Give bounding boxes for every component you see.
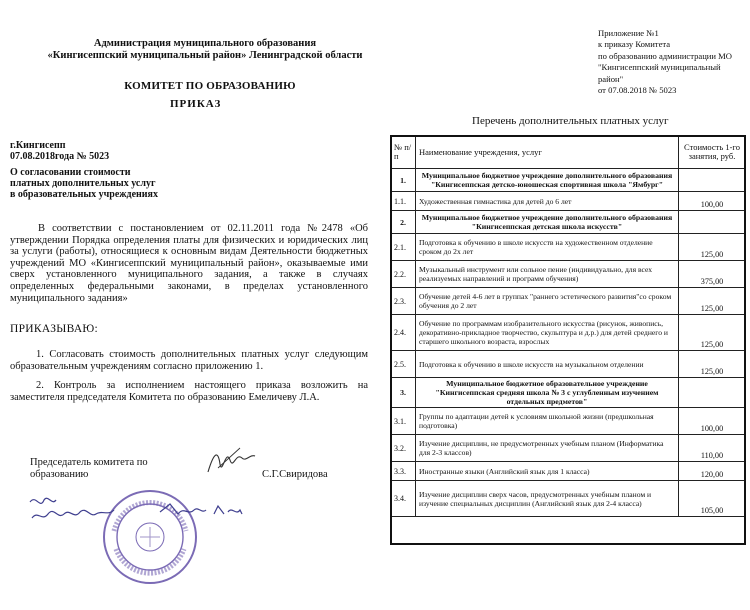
service-row <box>391 315 746 351</box>
service-row <box>391 462 746 481</box>
service-row <box>391 192 746 211</box>
cell-price <box>679 211 746 234</box>
cell-name: Подготовка к обучению в школе искусств на художественном отделение сроком до 2х лет <box>416 234 679 261</box>
signatory-title <box>30 457 190 481</box>
cell-price: 120,00 <box>679 462 746 481</box>
service-row <box>391 435 746 462</box>
subject-line-1: О согласовании стоимости <box>10 167 131 178</box>
cell-price: 125,00 <box>679 234 746 261</box>
cell-num: 2. <box>391 211 416 234</box>
appendix-header <box>598 28 746 96</box>
header-num: № п/п <box>391 136 416 169</box>
signatory-title-line-2: образованию <box>30 469 89 480</box>
table-header-row <box>391 136 746 169</box>
cell-num: 3. <box>391 378 416 408</box>
cell-name: Муниципальное бюджетное учреждение дополнительного образования "Кингисеппская детская школа искусств" <box>416 211 679 234</box>
cell-name: Группы по адаптации детей к условиям школьной жизни (предшкольная подготовка) <box>416 408 679 435</box>
cell-num: 2.1. <box>391 234 416 261</box>
signatory-name: С.Г.Свиридова <box>262 469 328 480</box>
service-row <box>391 481 746 517</box>
cell-num: 1.1. <box>391 192 416 211</box>
cell-name: Обучение по программам изобразительного искусства (рисунок, живопись, декоративно-прикладное творчество, скульптура и д.р.) для детей среднего и старшего школьного возраста, взрослых <box>416 315 679 351</box>
cell-price: 125,00 <box>679 288 746 315</box>
service-row <box>391 261 746 288</box>
cell-name: Художественная гимнастика для детей до 6 лет <box>416 192 679 211</box>
cell-num: 2.2. <box>391 261 416 288</box>
place-date-block <box>10 140 109 162</box>
service-row <box>391 408 746 435</box>
service-row <box>391 351 746 378</box>
cell-price: 375,00 <box>679 261 746 288</box>
cell-price: 125,00 <box>679 315 746 351</box>
cell-name: Муниципальное бюджетное учреждение дополнительного образования "Кингисеппская детско-юношеская спортивная школа "Ямбург" <box>416 169 679 192</box>
place: г.Кингисепп <box>10 140 66 151</box>
cell-price: 100,00 <box>679 408 746 435</box>
signature-icon <box>200 442 260 482</box>
signatory-title-line-1: Председатель комитета по <box>30 457 148 468</box>
cell-price <box>679 169 746 192</box>
appendix-line-4: "Кингисеппский муниципальный район" <box>598 62 721 84</box>
header-price: Стоимость 1-го занятия, руб. <box>679 136 746 169</box>
institution-row <box>391 378 746 408</box>
cell-num: 2.5. <box>391 351 416 378</box>
cell-num: 2.3. <box>391 288 416 315</box>
issuer-header <box>40 38 370 62</box>
cell-price: 100,00 <box>679 192 746 211</box>
appendix-line-1: Приложение №1 <box>598 28 659 38</box>
cell-num: 3.2. <box>391 435 416 462</box>
date-number: 07.08.2018года № 5023 <box>10 151 110 162</box>
cell-num: 2.4. <box>391 315 416 351</box>
list-title: Перечень дополнительных платных услуг <box>472 115 669 127</box>
cell-num: 3.1. <box>391 408 416 435</box>
appendix-line-5: от 07.08.2018 № 5023 <box>598 85 677 96</box>
cell-name: Музыкальный инструмент или сольное пение (индивидуально, для всех реализуемых направлений и программ обучения) <box>416 261 679 288</box>
appendix-line-3: по образованию администрации МО <box>598 50 732 61</box>
service-row <box>391 288 746 315</box>
order-item-1: 1. Согласовать стоимость дополнительных платных услуг следующим образовательным учреждениям согласно приложению 1. <box>10 349 368 372</box>
issuer-line-2: «Кингисеппский муниципальный район» Ленинградской области <box>47 50 363 61</box>
cell-name: Изучение дисциплин сверх часов, предусмотренных учебным планом и изучение специальных дисциплин (Английский язык для 2-4 класса) <box>416 481 679 517</box>
cell-name: Муниципальное бюджетное образовательное учреждение "Кингисеппская средняя школа № 3 с углубленным изучением отдельных предметов" <box>416 378 679 408</box>
issuer-line-1: Администрация муниципального образования <box>93 38 317 49</box>
cell-price <box>679 378 746 408</box>
institution-row <box>391 169 746 192</box>
cell-price: 125,00 <box>679 351 746 378</box>
order-item-2: 2. Контроль за исполнением настоящего приказа возложить на заместителя председателя Комитета по образованию Емеличеву Л.А. <box>10 380 368 403</box>
cell-price: 105,00 <box>679 481 746 517</box>
cell-name: Иностранные языки (Английский язык для 1 класса) <box>416 462 679 481</box>
document-type: ПРИКАЗ <box>170 98 222 110</box>
service-row <box>391 234 746 261</box>
committee-title: КОМИТЕТ ПО ОБРАЗОВАНИЮ <box>124 80 296 92</box>
cell-num: 3.4. <box>391 481 416 517</box>
cell-num: 1. <box>391 169 416 192</box>
certification-handwriting-icon <box>28 492 258 526</box>
preamble-paragraph: В соответствии с постановлением от 02.11.2011 года №2478 «Об утверждении Порядка определения платы для физических и юридических лиц за услуги (работы), относящиеся к основным видам Деятельности бюджетных учреждений МО «Кингисеппский муниципальный район», оказываемые ими сверх установленного муниципального задания, а также в случаях определенных федеральными законами, в пределах установленного муниципального задания» <box>10 223 368 304</box>
cell-name: Обучение детей 4-6 лет в группах "раннего эстетического развития"со сроком обучения до 2 лет <box>416 288 679 315</box>
cell-name: Подготовка к обучению в школе искусств на музыкальном отделении <box>416 351 679 378</box>
header-name: Наименование учреждения, услуг <box>416 136 679 169</box>
subject-block <box>10 167 210 200</box>
cell-price: 110,00 <box>679 435 746 462</box>
subject-line-2: платных дополнительных услуг <box>10 178 156 189</box>
appendix-line-2: к приказу Комитета <box>598 39 671 50</box>
cell-name: Изучение дисциплин, не предусмотренных учебным планом (Информатика для 2-3 классов) <box>416 435 679 462</box>
institution-row <box>391 211 746 234</box>
order-keyword: ПРИКАЗЫВАЮ: <box>10 323 99 335</box>
services-table <box>390 135 746 517</box>
cell-num: 3.3. <box>391 462 416 481</box>
subject-line-3: в образовательных учреждениях <box>10 189 158 200</box>
